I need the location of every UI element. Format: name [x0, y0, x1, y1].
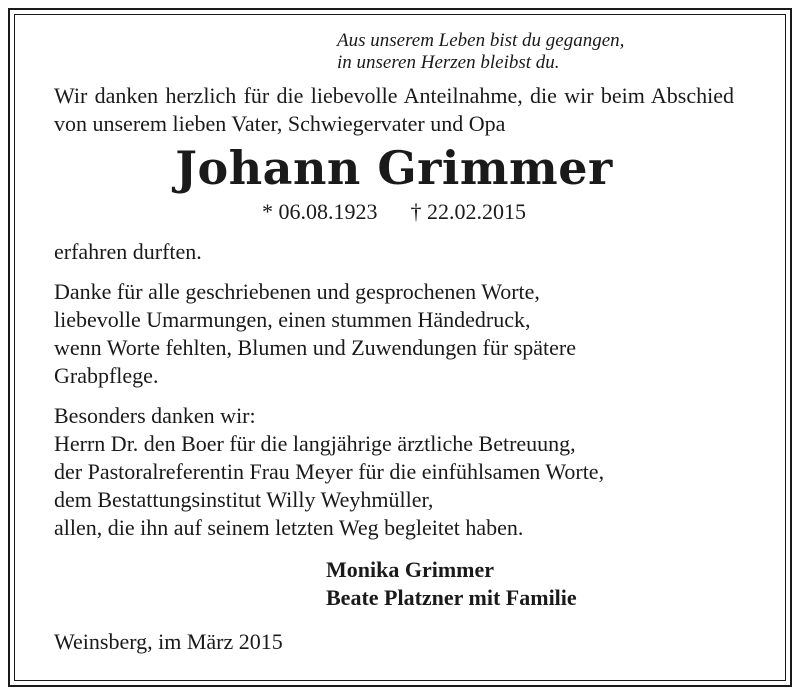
thanks-line: wenn Worte fehlten, Blumen und Zuwendungen für spätere	[54, 335, 577, 360]
obituary-notice	[54, 30, 734, 656]
signer-name: Beate Platzner mit Familie	[326, 585, 577, 610]
special-thanks-line: dem Bestattungsinstitut Willy Weyhmüller,	[54, 487, 434, 512]
thanks-line: Grabpflege.	[54, 363, 159, 388]
death-date: † 22.02.2015	[410, 199, 526, 224]
life-dates	[54, 198, 734, 226]
intro-text: Wir danken herzlich für die liebevolle Anteilnahme, die wir beim Abschied von unserem lieben Vater, Schwiegervater und Opa	[54, 83, 734, 136]
signer-name: Monika Grimmer	[326, 557, 495, 582]
special-thanks-line: Herrn Dr. den Boer für die langjährige ärztliche Betreuung,	[54, 431, 576, 456]
signers	[326, 556, 734, 612]
place-date: Weinsberg, im März 2015	[54, 629, 283, 654]
special-thanks-line: Besonders danken wir:	[54, 403, 256, 428]
special-thanks	[54, 402, 734, 542]
thanks-paragraph	[54, 278, 734, 390]
special-thanks-line: der Pastoralreferentin Frau Meyer für die einfühlsamen Worte,	[54, 459, 605, 484]
motto-line: Aus unserem Leben bist du gegangen,	[337, 30, 625, 51]
thanks-line: liebevolle Umarmungen, einen stummen Händedruck,	[54, 307, 531, 332]
motto-line: in unseren Herzen bleibst du.	[337, 52, 560, 73]
motto	[337, 30, 734, 74]
birth-date: * 06.08.1923	[262, 199, 378, 224]
special-thanks-line: allen, die ihn auf seinem letzten Weg begleitet haben.	[54, 515, 524, 540]
deceased-name: Johann Grimmer	[175, 141, 613, 195]
thanks-line: Danke für alle geschriebenen und gesprochenen Worte,	[54, 279, 540, 304]
experienced-text: erfahren durften.	[54, 239, 202, 264]
